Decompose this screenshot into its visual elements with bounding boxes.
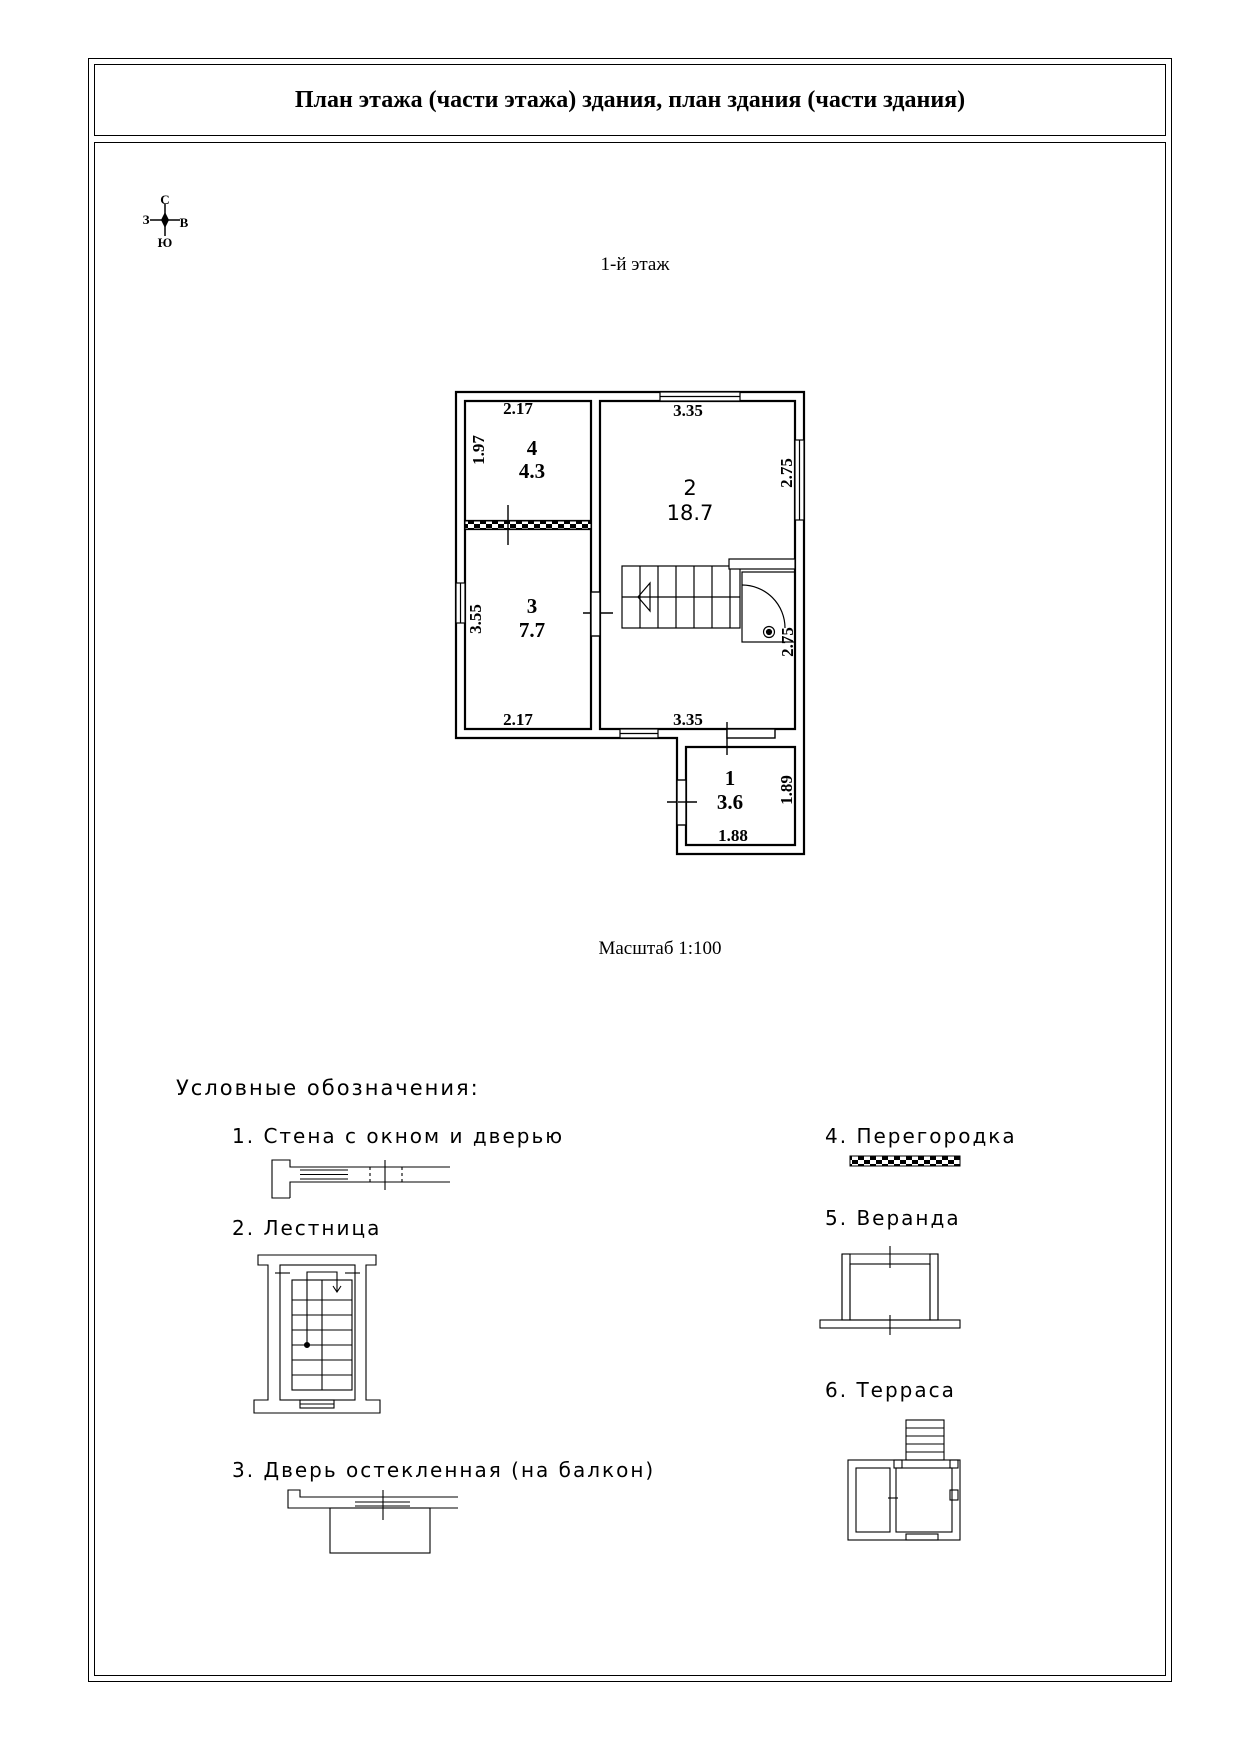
- compass-west: З: [142, 212, 150, 227]
- legend-label: 3. Дверь остекленная (на балкон): [232, 1458, 656, 1482]
- legend-label: 6. Терраса: [825, 1378, 956, 1402]
- room-dimension: 3.55: [466, 604, 485, 634]
- room-4: [469, 399, 545, 483]
- legend-item-partition: [825, 1124, 1017, 1166]
- terrace-symbol: [848, 1420, 960, 1540]
- glazed-door-symbol: [288, 1490, 458, 1553]
- legend-item-stairs: [232, 1216, 381, 1413]
- room-3: [466, 594, 545, 729]
- compass-icon: [143, 192, 189, 250]
- compass-north: С: [160, 192, 170, 207]
- room-1: [717, 766, 796, 845]
- legend-label: 5. Веранда: [825, 1206, 961, 1230]
- partition-symbol: [850, 1156, 960, 1166]
- room-number: 4: [526, 436, 538, 460]
- room-number: 3: [526, 594, 538, 618]
- veranda-symbol: [820, 1246, 960, 1335]
- legend-label: 4. Перегородка: [825, 1124, 1017, 1148]
- staircase: [622, 559, 795, 642]
- room-dimension: 1.89: [777, 775, 796, 805]
- room-dimension: 2.75: [778, 627, 797, 657]
- room-dimension: 2.17: [503, 399, 533, 418]
- room-dimension: 1.97: [469, 435, 488, 465]
- legend-item-terrace: [825, 1378, 960, 1540]
- legend-label: 1. Стена с окном и дверью: [232, 1124, 565, 1148]
- room-dimension: 1.88: [718, 826, 748, 845]
- room-area: 18.7: [666, 501, 714, 525]
- compass-east: В: [179, 215, 189, 230]
- room-dimension: 2.75: [777, 458, 796, 488]
- floor-label: 1-й этаж: [600, 254, 670, 275]
- compass-south: Ю: [157, 235, 173, 250]
- room-dimension: 2.17: [503, 710, 533, 729]
- room-area: 4.3: [518, 459, 546, 483]
- building-walls: [456, 392, 804, 854]
- room-number: 1: [724, 766, 736, 790]
- room-dimension: 3.35: [673, 710, 703, 729]
- partition-wall: [465, 521, 591, 529]
- room-number: 2: [683, 476, 697, 500]
- legend-item-wall: [232, 1124, 564, 1198]
- wall-window-door-symbol: [272, 1160, 450, 1198]
- page-title: План этажа (части этажа) здания, план здания (части здания): [294, 87, 966, 113]
- stairs-symbol: [254, 1255, 380, 1413]
- room-dimension: 3.35: [673, 401, 703, 420]
- legend-item-glazed-door: [232, 1458, 655, 1553]
- legend-label: 2. Лестница: [232, 1216, 382, 1240]
- room-area: 3.6: [716, 790, 744, 814]
- room-area: 7.7: [518, 618, 546, 642]
- legend-item-veranda: [820, 1206, 961, 1335]
- scale-label: Масштаб 1:100: [598, 938, 722, 959]
- legend-title: Условные обозначения:: [176, 1076, 480, 1100]
